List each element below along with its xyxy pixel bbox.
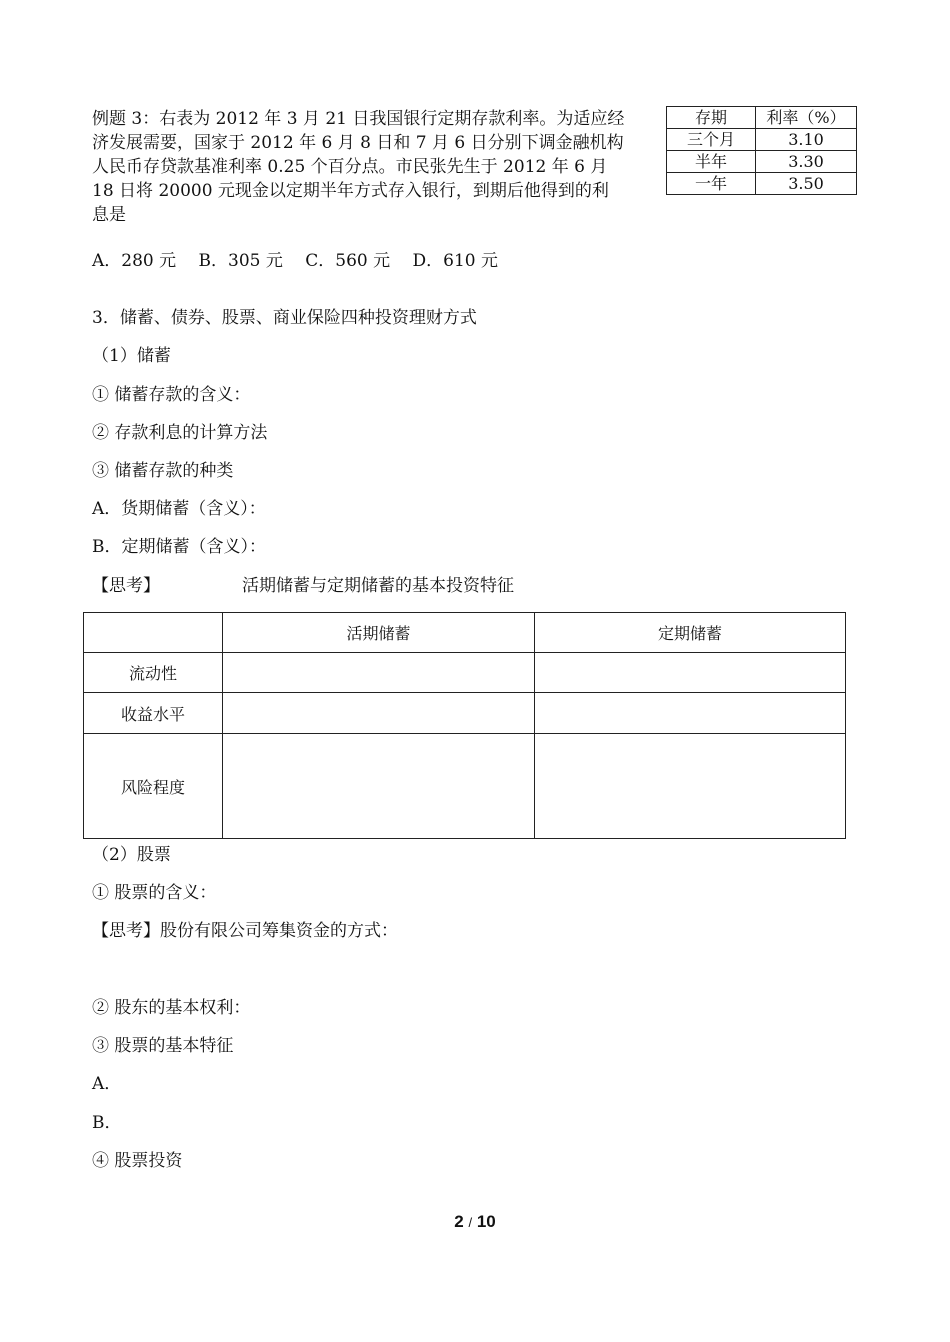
table-cell xyxy=(535,693,846,734)
list-item: B．定期储蓄（含义）： xyxy=(92,537,266,557)
table-cell: 3.10 xyxy=(756,129,857,151)
table-cell: 一年 xyxy=(667,173,756,195)
example-line: 例题 3：右表为 2012 年 3 月 21 日我国银行定期存款利率。为适应经 xyxy=(92,109,625,129)
savings-comparison-table xyxy=(83,612,846,839)
list-item: ② 存款利息的计算方法 xyxy=(92,423,268,443)
table-header-row xyxy=(84,613,846,653)
list-item: ① 股票的含义： xyxy=(92,883,217,903)
subsection-title: （2）股票 xyxy=(92,845,171,865)
table-header xyxy=(84,613,223,653)
table-cell: 半年 xyxy=(667,151,756,173)
table-cell: 收益水平 xyxy=(84,693,223,734)
table-cell xyxy=(535,653,846,693)
example-line: 18 日将 20000 元现金以定期半年方式存入银行，到期后他得到的利 xyxy=(92,181,609,201)
section-title: 3．储蓄、债券、股票、商业保险四种投资理财方式 xyxy=(92,308,477,328)
example-line: 济发展需要，国家于 2012 年 6 月 8 日和 7 月 6 日分别下调金融机构 xyxy=(92,133,624,153)
page-separator: / xyxy=(468,1215,473,1230)
page-number xyxy=(0,1212,950,1232)
example-line: 息是 xyxy=(92,205,126,225)
table-cell: 风险程度 xyxy=(84,734,223,839)
total-pages: 10 xyxy=(476,1212,496,1231)
table-cell: 3.50 xyxy=(756,173,857,195)
table-row xyxy=(84,693,846,734)
think-text: 【思考】股份有限公司筹集资金的方式： xyxy=(92,921,398,941)
list-item: ③ 储蓄存款的种类 xyxy=(92,461,234,481)
list-item: A． xyxy=(92,1074,122,1094)
table-cell xyxy=(535,734,846,839)
table-header: 利率（%） xyxy=(756,107,857,129)
table-row xyxy=(667,151,857,173)
list-item: A．货期储蓄（含义）： xyxy=(92,499,266,519)
answer-options: A．280 元 B．305 元 C．560 元 D．610 元 xyxy=(92,251,499,271)
list-item: ③ 股票的基本特征 xyxy=(92,1036,234,1056)
interest-rate-table xyxy=(666,106,857,195)
subsection-title: （1）储蓄 xyxy=(92,346,171,366)
table-header: 活期储蓄 xyxy=(223,613,535,653)
table-row xyxy=(667,129,857,151)
table-cell xyxy=(223,734,535,839)
table-header-row xyxy=(667,107,857,129)
list-item: ② 股东的基本权利： xyxy=(92,998,251,1018)
list-item: B． xyxy=(92,1113,122,1133)
think-text: 活期储蓄与定期储蓄的基本投资特征 xyxy=(242,576,514,596)
table-header: 定期储蓄 xyxy=(535,613,846,653)
think-label: 【思考】 xyxy=(92,576,160,596)
table-row xyxy=(667,173,857,195)
example-question xyxy=(92,107,652,227)
list-item: ① 储蓄存款的含义： xyxy=(92,385,251,405)
table-cell: 3.30 xyxy=(756,151,857,173)
table-cell xyxy=(223,653,535,693)
table-cell: 三个月 xyxy=(667,129,756,151)
list-item: ④ 股票投资 xyxy=(92,1151,183,1171)
table-header: 存期 xyxy=(667,107,756,129)
table-row xyxy=(84,734,846,839)
example-line: 人民币存贷款基准利率 0.25 个百分点。市民张先生于 2012 年 6 月 xyxy=(92,157,608,177)
table-cell xyxy=(223,693,535,734)
table-row xyxy=(84,653,846,693)
table-cell: 流动性 xyxy=(84,653,223,693)
current-page: 2 xyxy=(454,1212,464,1231)
